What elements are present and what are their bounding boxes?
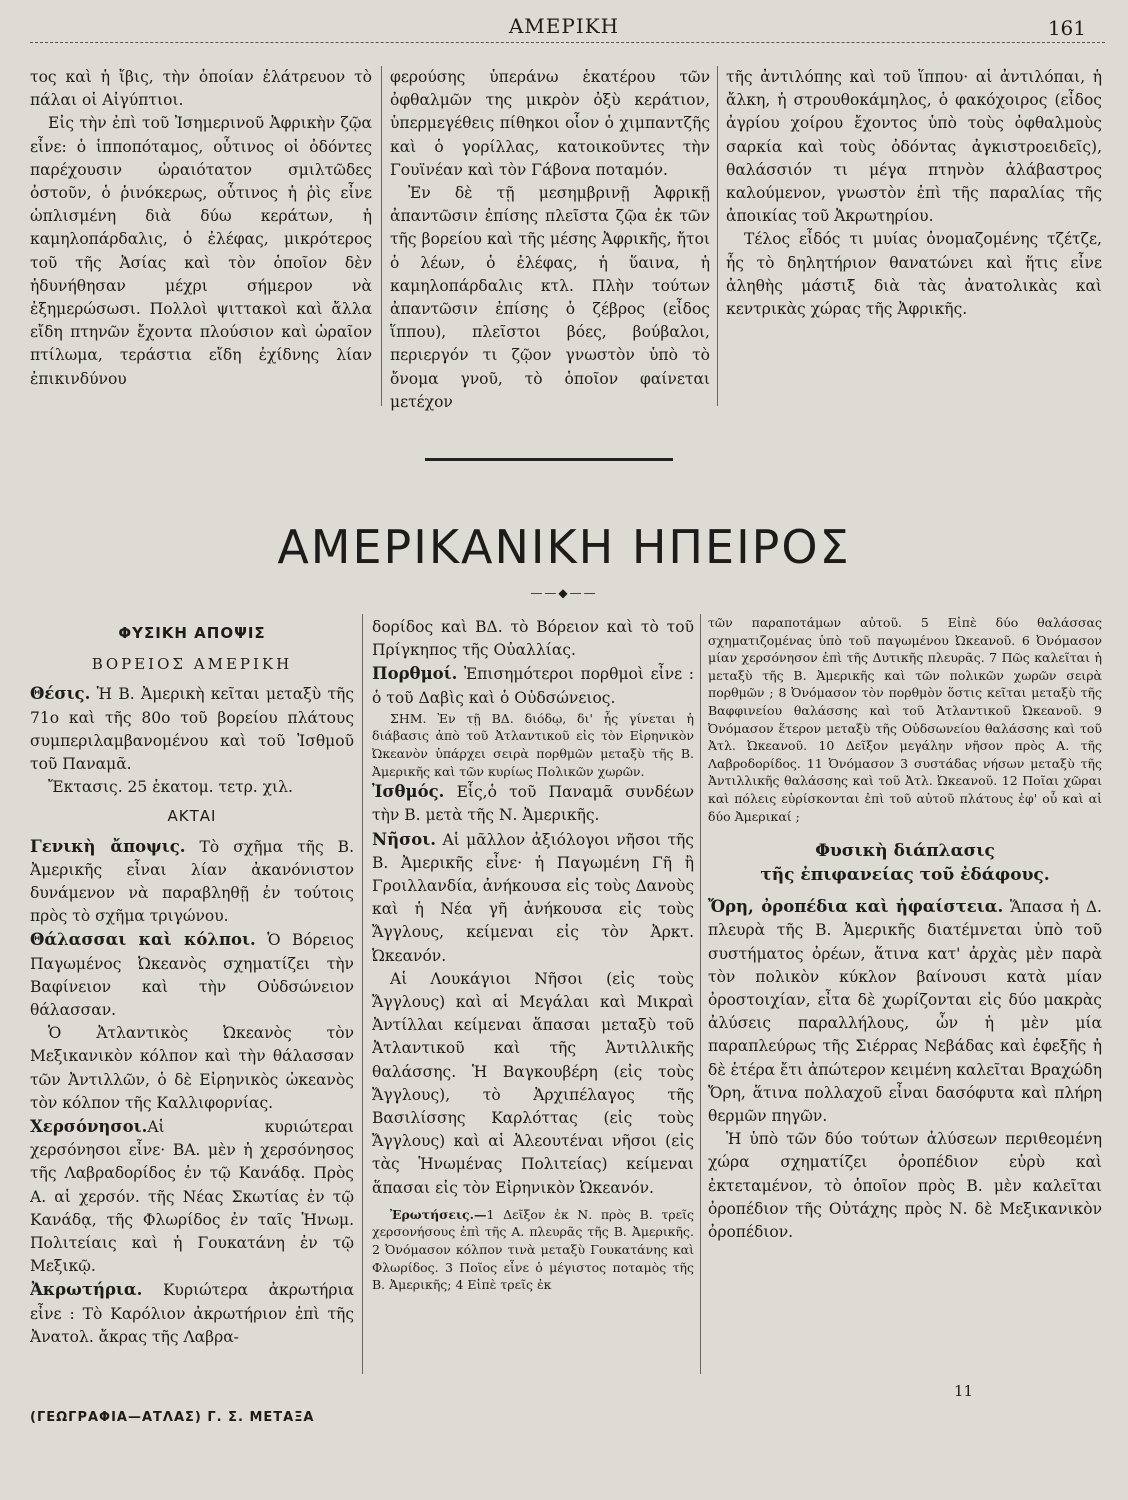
- heading-line: τῆς ἐπιφανείας τοῦ ἐδάφους.: [760, 865, 1050, 886]
- subsection-heading: ΑΚΤΑΙ: [167, 807, 217, 826]
- run-in-heading: Νῆσοι.: [372, 829, 436, 849]
- run-in-heading: Ἀκρωτήρια.: [30, 1280, 143, 1300]
- paragraph-text: Ἐπισημότεροι πορθμοὶ εἶνε : ὁ τοῦ Δαβὶς καὶ ὁ Οὐδσώνειος.: [372, 665, 694, 707]
- paragraph: [708, 895, 1102, 1128]
- paragraph: φερούσης ὑπεράνω ἑκατέρου τῶν ὀφθαλμῶν της μικρὸν ὀξὺ κεράτιον, ὑπερμεγέθεις πίθηκοι οἷον ὁ χιμπαντζῆς καὶ ὁ γορίλλας, κατοικοῦντες τὴν Γουϊνέαν καὶ τὸν Γάβονα ποταμόν.: [390, 68, 710, 179]
- footer-publisher: (ΓΕΩΓΡΑΦΙΑ—ΑΤΛΑΣ) Γ. Σ. ΜΕΤΑΞΑ: [30, 1410, 315, 1425]
- column-divider: [381, 66, 382, 406]
- questions-text: 1 Δεῖξον ἐκ Ν. πρὸς Β. τρεῖς χερσονήσους ἐπὶ τῆς Α. πλευρᾶς τῆς Β. Ἀμερικῆς. 2 Ὀνόμασον κόλπον τινὰ μεταξὺ Γουκατάνης καὶ Φλωρίδος. 3 Ποῖος εἶνε ὁ μέγιστος ποταμὸς τῆς Β. Ἀμερικῆς; 4 Εἰπὲ τρεῖς ἐκ: [372, 1206, 694, 1293]
- section-title: ΑΜΕΡΙΚΑΝΙΚΗ ΗΠΕΙΡΟΣ: [277, 520, 851, 574]
- title-ornament: ——◆——: [530, 586, 598, 600]
- paragraph: Ἔκτασις. 25 ἑκατομ. τετρ. χιλ.: [48, 778, 293, 797]
- paragraph: [30, 1278, 354, 1349]
- main-column-left: [30, 622, 354, 1382]
- run-in-heading: Ὄρη, ὀροπέδια καὶ ἡφαίστεια.: [708, 897, 1004, 917]
- paragraph-text: Αἱ κυριώτεραι χερσόνησοι εἶνε· ΒΑ. μὲν ἡ χερσόνησος τῆς Λαβραδορίδος ἐν τῷ Κανάδᾳ. Πρὸς Α. αἱ χερσόν. τῆς Νέας Σκωτίας ἐν τῷ Κανάδᾳ, τῆς Φλωρίδος ἐν ταῖς Ἡνωμ. Πολιτείαις καὶ ἡ Γουκατάνη ἐν τῷ Μεξικῷ.: [30, 1118, 354, 1276]
- header-rule: [30, 42, 1105, 43]
- paragraph-text: Ἡ Β. Ἀμερικὴ κεῖται μεταξὺ τῆς 71ο καὶ τῆς 80ο τοῦ βορείου πλάτους συμπεριλαμβανομένου καὶ τοῦ Ἰσθμοῦ τοῦ Παναμᾶ.: [30, 685, 354, 774]
- signature-mark: 11: [954, 1382, 974, 1400]
- paragraph: [30, 1115, 354, 1278]
- paragraph: δορίδος καὶ ΒΔ. τὸ Βόρειον καὶ τὸ τοῦ Πρίγκηπος τῆς Οὐαλλίας.: [372, 618, 694, 660]
- paragraph: [30, 682, 354, 776]
- subsection-heading: ΦΥΣΙΚΗ ΑΠΟΨΙΣ: [118, 624, 266, 642]
- paragraph: Ἐν δὲ τῇ μεσημβρινῇ Ἀφρικῇ ἀπαντῶσιν ἐπίσης πλεῖστα ζῷα ἐκ τῶν τῆς βορείου καὶ τῆς μέσης Ἀφρικῆς, ἤτοι ὁ λέων, ὁ ἐλέφας, ἡ ὕαινα, ἡ καμηλοπάρδαλις κτλ. Πλὴν τούτων ἀπαντῶσιν ἐπίσης ὁ ζέβρος (εἶδος ἵππου), πλεῖστοι βόες, βούβαλοι, περιεργόν τι ζῷον γνωστὸν ὑπὸ τὸ ὄνομα γνοῦ, τὸ ὁποῖον φαίνεται μετέχον: [390, 184, 710, 411]
- heading-line: Φυσικὴ διάπλασις: [815, 841, 995, 862]
- paragraph-text: Εἷς,ὁ τοῦ Παναμᾶ συνδέων τὴν Β. μετὰ τῆς Ν. Ἀμερικῆς.: [372, 783, 694, 825]
- paragraph: τῆς ἀντιλόπης καὶ τοῦ ἵππου· αἱ ἀντιλόπαι, ἡ ἄλκη, ἡ στρουθοκάμηλος, ὁ φακόχοιρος (εἶδος ἀγρίου χοίρου ἔχοντος ὑπὸ τοὺς ὀφθαλμοὺς σαρκία καὶ τοὺς ὀδόντας ἀγκιστροειδεῖς), θαλάσσιόν τι μέγα πτηνὸν ἀλάβαστρος καλούμενον, γνωστὸν ἐπὶ τῆς παραλίας τῆς ἀποικίας τοῦ Ἀκρωτηρίου.: [726, 68, 1102, 226]
- column-divider: [700, 614, 701, 1374]
- paragraph: Τέλος εἶδός τι μυίας ὀνομαζομένης τζέτζε, ἧς τὸ δηλητήριον θανατώνει καὶ ἥτις εἶνε ἀληθὴς μάστιξ διὰ τὰς ἀνατολικὰς καὶ κεντρικὰς χώρας τῆς Ἀφρικῆς.: [726, 230, 1102, 319]
- page-number: 161: [1047, 16, 1086, 40]
- paragraph: [372, 828, 694, 968]
- paragraph: Εἰς τὴν ἐπὶ τοῦ Ἰσημερινοῦ Ἀφρικὴν ζῷα εἶνε: ὁ ἱπποπόταμος, οὗτινος οἱ ὀδόντες παρέχουσιν ὡραιότατον σμιλτῶδες ὀστοῦν, ὁ ῥινόκερως, οὗτινος ἡ ῥὶς εἶνε ὡπλισμένη διὰ δύω κεράτων, ἡ καμηλοπάρδαλις, ὁ ἐλέφας, μικρότερος τοῦ τῆς Ἀσίας καὶ τὸν ὁποῖον δὲν ἠδυνήθησαν μέχρι σήμερον νὰ ἐξημερώσωσι. Πολλοὶ ψιττακοὶ καὶ ἄλλα εἴδη πτηνῶν ἔχοντα πλούσιον καὶ ὡραῖον πτίλωμα, τεράστια εἴδη ἐχίδνης λίαν ἐπικινδύνου: [30, 114, 372, 388]
- paragraph: τος καὶ ἡ ἴβις, τὴν ὁποίαν ἐλάτρευον τὸ πάλαι οἱ Αἰγύπτιοι.: [30, 68, 372, 110]
- subsection-heading: [708, 839, 1102, 887]
- paragraph-text: Ὁ Βόρειος Παγωμένος Ὠκεανὸς σχηματίζει τὴν Βαφίνειον καὶ τὴν Οὐδσώνειον θάλασσαν.: [30, 931, 354, 1020]
- questions-continued: τῶν παραποτάμων αὐτοῦ. 5 Εἰπὲ δύο θαλάσσας σχηματιζομένας ὑπὸ τοῦ παγωμένου Ὠκεανοῦ. 6 Ὀνόμασον μίαν χερσόνησον ἐπὶ τῆς Δυτικῆς πλευρᾶς. 7 Πῶς καλεῖται ἡ μεταξὺ τῆς Β. Ἀμερικῆς καὶ τῶν πολικῶν χωρῶν σειρὰ πορθμῶν ; 8 Ὀνόμασον τὸν πορθμὸν ὅστις κεῖται μεταξὺ τῆς Βαφφινείου θαλάσσης καὶ τοῦ Ἀτλαντικοῦ Ὠκεανοῦ. 9 Ὀνόμασον ἕτερον μεταξὺ τῆς Οὐδσωνείου θαλάσσης καὶ τοῦ Ἀτλ. Ὠκεανοῦ. 10 Δεῖξον μεγάλην νῆσον πρὸς Α. τῆς Λαβροδορίδος. 11 Ὀνόμασον 3 συστάδας νήσων μεταξὺ τῆς Ἀντιλλικῆς θαλάσσης καὶ τοῦ Ἀτλ. Ὠκεανοῦ. 12 Ποῖαι χῶραι καὶ πόλεις εὑρίσκονται ἐπὶ τοῦ αὐτοῦ πλάτους ἐφ' οὗ καὶ αἱ δύο Ἀμερικαί ;: [708, 615, 1102, 824]
- top-column-1: [30, 66, 372, 416]
- main-column-middle: [372, 616, 694, 1382]
- paragraph-text: Τὸ σχῆμα τῆς Β. Ἀμερικῆς εἶναι λίαν ἀκανόνιστον δυνάμενον νὰ παραβληθῇ ἐν τούτοις πρὸς τὸ σχῆμα τριγώνου.: [30, 837, 354, 926]
- run-in-heading: Ἰσθμός.: [372, 782, 445, 802]
- column-divider: [362, 614, 363, 1374]
- run-in-heading: Γενικὴ ἄποψις.: [30, 836, 186, 856]
- top-column-3: [726, 66, 1102, 416]
- run-in-heading: Πορθμοί.: [372, 664, 458, 684]
- questions-heading: Ἐρωτήσεις.—: [390, 1206, 487, 1222]
- run-in-heading: Θάλασσαι καὶ κόλποι.: [30, 930, 256, 950]
- paragraph: [372, 780, 694, 827]
- column-divider: [717, 66, 718, 406]
- note: ΣΗΜ. Ἐν τῇ ΒΔ. διόδῳ, δι' ἧς γίνεται ἡ διάβασις ἀπὸ τοῦ Ἀτλαντικοῦ εἰς τὸν Εἰρηνικὸν Ὠκεανὸν ὑπάρχει σειρὰ πορθμῶν μεταξὺ τῆς Β. Ἀμερικῆς καὶ τῶν κυρίως Πολικῶν χωρῶν.: [372, 710, 694, 779]
- paragraph: [372, 662, 694, 709]
- top-column-2: [390, 66, 710, 416]
- paragraph: [30, 928, 354, 1022]
- section-separator: [425, 458, 673, 461]
- paragraph: Ὁ Ἀτλαντικὸς Ὠκεανὸς τὸν Μεξικανικὸν κόλπον καὶ τὴν θάλασσαν τῶν Ἀντιλλῶν, ὁ δὲ Εἰρηνικὸς ὠκεανὸς τὸν κόλπον τῆς Καλλιφορνίας.: [30, 1024, 354, 1112]
- subsection-heading: ΒΟΡΕΙΟΣ ΑΜΕΡΙΚΗ: [91, 655, 293, 674]
- main-column-right: [708, 614, 1102, 1354]
- paragraph-text: Ἅπασα ἡ Δ. πλευρὰ τῆς Β. Ἀμερικῆς διατέμνεται ὑπὸ τοῦ συστήματος ὀρέων, ἅτινα κατ' ἀρχὰς μὲν παρὰ τὸν πολικὸν κύκλον βαίνουσι κατὰ μίαν ὀροστοιχίαν, εἶτα δὲ χωρίζονται εἰς δύο μακρὰς ἀλύσεις παραλλήλους, ὧν ἡ μὲν μία παραπλεύρως τῆς Σιέρρας Νεβάδας καὶ ἐφεξῆς ἡ δὲ ἑτέρα ἔτι ἀπώτερον κειμένη καλεῖται Βραχώδη Ὄρη, ἅτινα πολλαχοῦ εἶναι δασόφυτα καὶ πλήρη θερμῶν πηγῶν.: [708, 898, 1102, 1125]
- paragraph-text: Κυριώτερα ἀκρωτήρια εἶνε : Τὸ Καρόλιον ἀκρωτήριον ἐπὶ τῆς Ἀνατολ. ἄκρας τῆς Λαβρα-: [30, 1281, 354, 1346]
- paragraph: Ἡ ὑπὸ τῶν δύο τούτων ἀλύσεων περιθεομένη χώρα σχηματίζει ὀροπέδιον εὐρὺ καὶ ἐκτεταμένον, τὸ ὁποῖον πρὸς Β. μὲν καλεῖται ὀροπέδιον τῆς Οὐτάχης πρὸς Ν. δὲ Μεξικανικὸν ὀροπέδιον.: [708, 1130, 1102, 1241]
- running-head: ΑΜΕΡΙΚΗ: [508, 14, 620, 38]
- paragraph-text: Αἱ μᾶλλον ἀξιόλογοι νῆσοι τῆς Β. Ἀμερικῆς εἶνε· ἡ Παγωμένη Γῆ ἢ Γροιλλανδία, ἀνήκουσα εἰς τοὺς Δανοὺς καὶ ἡ Νέα γῆ ἀνήκουσα εἰς τοὺς Ἄγγλους, κείμεναι εἰς τὸν Ἀρκτ. Ὠκεανόν.: [372, 830, 694, 965]
- run-in-heading: Θέσις.: [30, 684, 91, 704]
- run-in-heading: Χερσόνησοι.: [30, 1117, 148, 1137]
- paragraph: Αἱ Λουκάγιοι Νῆσοι (εἰς τοὺς Ἄγγλους) καὶ αἱ Μεγάλαι καὶ Μικραὶ Ἀντίλλαι κείμεναι ἅπασαι μεταξὺ τοῦ Ἀτλαντικοῦ καὶ τῆς Ἀντιλλικῆς θαλάσσης. Ἡ Βαγκουβέρη (εἰς τοὺς Ἄγγλους), τὸ Ἀρχιπέλαγος τῆς Βασιλίσσης Καρλόττας (εἰς τοὺς Ἄγγλους) καὶ αἱ Ἀλεουτέναι νῆσοι (εἰς τὰς Ἡνωμένας Πολιτείας) κείμεναι ἅπασαι εἰς τὸν Εἰρηνικὸν Ὠκεανόν.: [372, 969, 694, 1197]
- paragraph: [30, 835, 354, 929]
- questions: [372, 1206, 694, 1294]
